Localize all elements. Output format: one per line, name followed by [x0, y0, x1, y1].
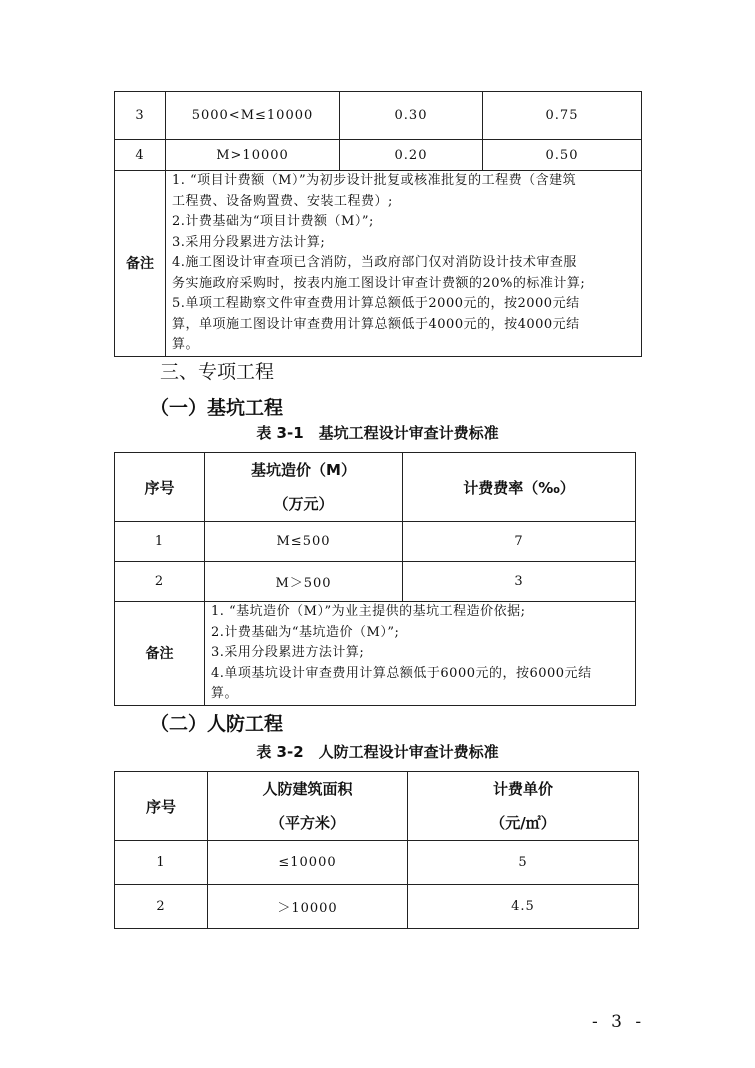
- area-range: ≤10000: [208, 841, 408, 885]
- note-line: 算，单项施工图设计审查费用计算总额低于4000元的，按4000元结: [172, 316, 580, 332]
- header-line: 计费单价: [492, 780, 553, 798]
- fee-range: 5000<M≤10000: [166, 92, 340, 140]
- notes-row: [115, 602, 636, 706]
- row-number: 1: [115, 841, 208, 885]
- note-line: 1. “项目计费额（M）”为初步设计批复或核准批复的工程费（含建筑: [172, 173, 577, 188]
- table-row: [115, 841, 639, 885]
- note-line: 5.单项工程勘察文件审查费用计算总额低于2000元的，按2000元结: [172, 296, 580, 311]
- column-header-price: [408, 772, 639, 841]
- table-row: [115, 92, 642, 140]
- table-caption: 表 3-2 人防工程设计审查计费标准: [256, 743, 499, 761]
- note-line: 2.计费基础为“项目计费额（M）”;: [172, 214, 374, 229]
- table-row: [115, 140, 642, 171]
- fee-range: M>10000: [166, 140, 340, 171]
- column-header-cost: [205, 453, 403, 522]
- fee-rate: 0.30: [340, 92, 483, 140]
- header-line: 人防建筑面积: [262, 780, 353, 798]
- cost-range: M＞500: [205, 562, 403, 602]
- table-header-row: [115, 453, 636, 522]
- table-row: [115, 522, 636, 562]
- row-number: 3: [115, 92, 166, 140]
- column-header-rate: 计费费率（‰）: [403, 453, 636, 522]
- note-line: 务实施政府采购时，按表内施工图设计审查计费额的20%的标准计算;: [172, 275, 586, 291]
- fee-rate: 3: [403, 562, 636, 602]
- table-row: [115, 885, 639, 929]
- notes-row: [115, 171, 642, 357]
- table-row: [115, 562, 636, 602]
- note-line: 3.采用分段累进方法计算;: [172, 234, 326, 250]
- note-line: 4.单项基坑设计审查费用计算总额低于6000元的，按6000元结: [211, 665, 592, 681]
- foundation-pit-fee-table: [114, 452, 636, 706]
- page-number: - 3 -: [592, 1012, 646, 1032]
- fee-rate: 0.75: [483, 92, 642, 140]
- note-line: 算。: [211, 686, 239, 701]
- note-line: 1. “基坑造价（M）”为业主提供的基坑工程造价依据;: [211, 604, 526, 619]
- subsection-title: （二）人防工程: [150, 713, 284, 735]
- header-line: （元/㎡）: [490, 814, 556, 832]
- note-line: 2.计费基础为“基坑造价（M）”;: [211, 624, 400, 640]
- row-number: 2: [115, 562, 205, 602]
- row-number: 2: [115, 885, 208, 929]
- subsection-title: （一）基坑工程: [150, 397, 284, 419]
- note-line: 工程费、设备购置费、安装工程费）;: [172, 193, 393, 209]
- header-line: 基坑造价（M）: [251, 461, 356, 479]
- fee-rate: 0.50: [483, 140, 642, 171]
- fee-rate: 7: [403, 522, 636, 562]
- column-header-area: [208, 772, 408, 841]
- section-title: 三、专项工程: [160, 361, 275, 383]
- row-number: 1: [115, 522, 205, 562]
- cost-range: M≤500: [205, 522, 403, 562]
- header-line: （平方米）: [269, 814, 345, 832]
- notes-text: [205, 602, 636, 706]
- table-caption: 表 3-1 基坑工程设计审查计费标准: [256, 424, 499, 442]
- note-line: 4.施工图设计审查项已含消防，当政府部门仅对消防设计技术审查服: [172, 255, 577, 270]
- column-header-no: 序号: [115, 453, 205, 522]
- notes-text: [166, 171, 642, 357]
- area-range: ＞10000: [208, 885, 408, 929]
- unit-price: 5: [408, 841, 639, 885]
- civil-defense-fee-table: [114, 771, 639, 929]
- notes-label: 备注: [115, 602, 205, 706]
- table-header-row: [115, 772, 639, 841]
- column-header-no: 序号: [115, 772, 208, 841]
- unit-price: 4.5: [408, 885, 639, 929]
- header-line: （万元）: [273, 495, 334, 513]
- fee-table-continued: [114, 91, 642, 357]
- note-line: 3.采用分段累进方法计算;: [211, 645, 365, 660]
- fee-rate: 0.20: [340, 140, 483, 171]
- note-line: 算。: [172, 337, 200, 352]
- row-number: 4: [115, 140, 166, 171]
- notes-label: 备注: [115, 171, 166, 357]
